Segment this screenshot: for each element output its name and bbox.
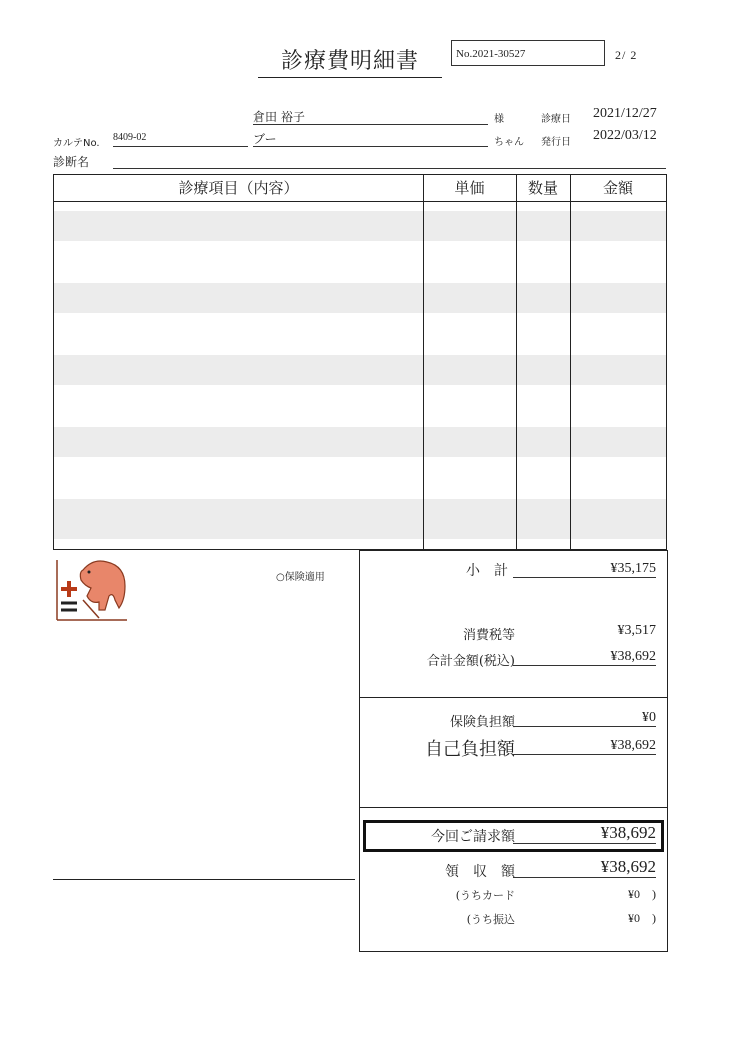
pet-name: ブー: [253, 130, 488, 147]
table-header: [54, 175, 666, 202]
row-band: [54, 211, 666, 241]
chart-no-label: カルテNo.: [53, 138, 100, 149]
exam-date-label: 診療日: [541, 114, 571, 125]
header-amount: 金額: [602, 179, 633, 197]
summary-box: [359, 550, 668, 952]
document-title: 診療費明細書: [258, 44, 442, 78]
card-label: (うちカード: [455, 889, 515, 902]
section-divider: [360, 807, 667, 808]
page-indicator: 2/ 2: [615, 48, 638, 62]
received-value: ¥38,692: [513, 857, 656, 878]
pet-suffix: ちゃん: [494, 137, 524, 148]
dog-vet-logo-icon: [55, 556, 127, 622]
subtotal-value: ¥35,175: [513, 561, 656, 578]
card-value: ¥0 ): [628, 887, 656, 901]
self-pay-value: ¥38,692: [513, 738, 656, 755]
tax-label: 消費税等: [462, 628, 515, 643]
header-item: 診療項目（内容）: [178, 179, 299, 197]
owner-name: 倉田 裕子: [253, 108, 488, 125]
signature-line: [53, 879, 355, 880]
issue-date: 2022/03/12: [593, 128, 657, 143]
row-band: [54, 355, 666, 385]
exam-date: 2021/12/27: [593, 106, 657, 121]
billing-amount-value: ¥38,692: [513, 823, 656, 844]
transfer-label: (うち振込: [466, 913, 515, 926]
row-band: [54, 283, 666, 313]
total-value: ¥38,692: [513, 649, 656, 666]
section-divider: [360, 697, 667, 698]
header-quantity: 数量: [527, 179, 558, 197]
column-divider: [516, 175, 517, 549]
document-number-box: No.2021-30527: [451, 40, 605, 66]
insurance-amount-value: ¥0: [513, 710, 656, 727]
billing-amount-label: 今回ご請求額: [431, 829, 515, 845]
transfer-value: ¥0 ): [628, 911, 656, 925]
subtotal-label: 小 計: [466, 563, 508, 579]
header-unit-price: 単価: [454, 179, 485, 197]
diagnosis-label: 診断名: [53, 155, 90, 169]
chart-no: 8409-02: [113, 132, 248, 147]
column-divider: [423, 175, 424, 549]
self-pay-label: 自己負担額: [425, 739, 515, 760]
row-band: [54, 427, 666, 457]
column-divider: [570, 175, 571, 549]
owner-suffix: 様: [494, 114, 504, 125]
issue-date-label: 発行日: [541, 137, 571, 148]
total-label: 合計金額(税込): [426, 654, 515, 669]
items-table: [53, 174, 667, 550]
insurance-applied-label: ○保険適用: [276, 572, 325, 583]
tax-value: ¥3,517: [617, 623, 656, 638]
diagnosis-field: [113, 154, 666, 169]
insurance-amount-label: 保険負担額: [449, 715, 515, 730]
row-band: [54, 499, 666, 539]
received-label: 領 収 額: [445, 864, 515, 880]
